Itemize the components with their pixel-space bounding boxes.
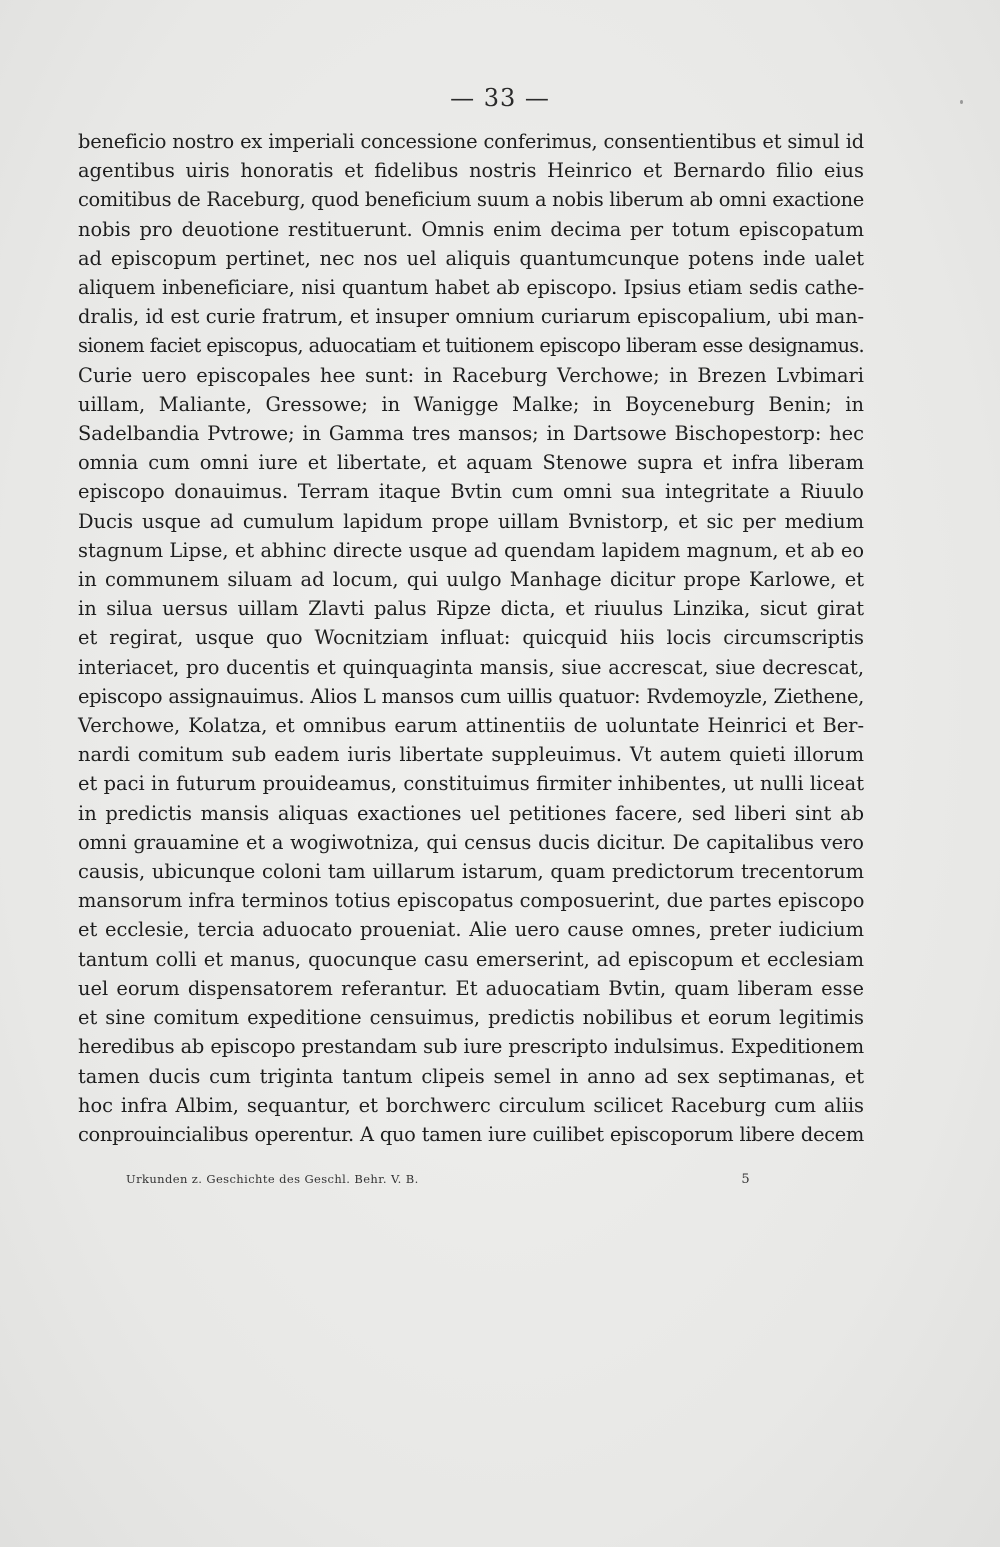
text-line: et paci in futurum prouideamus, constituimus firmiter inhibentes, ut nulli liceat (78, 772, 864, 796)
text-line: episcopo assignauimus. Alios L mansos cum uillis quatuor: Rvdemoyzle, Ziethene, (78, 684, 864, 708)
text-line: et sine comitum expeditione censuimus, predictis nobilibus et eorum legitimis (78, 1006, 864, 1030)
text-line: in communem siluam ad locum, qui uulgo Manhage dicitur prope Karlowe, et (78, 568, 864, 592)
text-line: nardi comitum sub eadem iuris libertate suppleuimus. Vt autem quieti illorum (78, 743, 864, 767)
text-line: hoc infra Albim, sequantur, et borchwerc circulum scilicet Raceburg cum aliis (78, 1093, 864, 1117)
text-line: heredibus ab episcopo prestandam sub iure prescripto indulsimus. Expeditionem (78, 1035, 864, 1059)
text-line: omnia cum omni iure et libertate, et aquam Stenowe supra et infra liberam (78, 451, 864, 475)
text-line: comitibus de Raceburg, quod beneficium suum a nobis liberum ab omni exactione (78, 188, 864, 212)
text-line: in silua uersus uillam Zlavti palus Ripze dicta, et riuulus Linzika, sicut girat (78, 597, 864, 621)
text-line: Curie uero episcopales hee sunt: in Raceburg Verchowe; in Brezen Lvbimari (78, 363, 864, 387)
text-line: uel eorum dispensatorem referantur. Et aduocatiam Bvtin, quam liberam esse (78, 976, 864, 1000)
text-line: episcopo donauimus. Terram itaque Bvtin cum omni sua integritate a Riuulo (78, 480, 864, 504)
text-line: et ecclesie, tercia aduocato proueniat. Alie uero cause omnes, preter iudicium (78, 918, 864, 942)
text-line: Verchowe, Kolatza, et omnibus earum attinentiis de uoluntate Heinrici et Ber- (78, 714, 864, 738)
text-line: Sadelbandia Pvtrowe; in Gamma tres mansos; in Dartsowe Bischopestorp: hec (78, 422, 864, 446)
text-line: Ducis usque ad cumulum lapidum prope uillam Bvnistorp, et sic per medium (78, 509, 864, 533)
text-line: aliquem inbeneficiare, nisi quantum habet ab episcopo. Ipsius etiam sedis cathe- (78, 276, 864, 300)
page-number: — 33 — (450, 84, 550, 112)
text-line: tantum colli et manus, quocunque casu emerserint, ad episcopum et ecclesiam (78, 947, 864, 971)
signature-mark: 5 (741, 1172, 750, 1187)
text-line: interiacet, pro ducentis et quinquaginta mansis, siue accrescat, siue decrescat, (78, 655, 864, 679)
text-line: omni grauamine et a wogiwotniza, qui census ducis dicitur. De capitalibus vero (78, 830, 864, 854)
text-line: sionem faciet episcopus, aduocatiam et tuitionem episcopo liberam esse designamus. (78, 334, 864, 358)
body-text (78, 127, 864, 1149)
text-line: in predictis mansis aliquas exactiones uel petitiones facere, sed liberi sint ab (78, 801, 864, 825)
text-line: mansorum infra terminos totius episcopatus composuerint, due partes episcopo (78, 889, 865, 913)
text-line: conprouincialibus operentur. A quo tamen iure cuilibet episcoporum libere decem (78, 1122, 864, 1146)
text-line: et regirat, usque quo Wocnitziam influat: quicquid hiis locis circumscriptis (78, 626, 864, 650)
text-line: nobis pro deuotione restituerunt. Omnis enim decima per totum episcopatum (78, 217, 864, 241)
text-line: agentibus uiris honoratis et fidelibus nostris Heinrico et Bernardo filio eius (78, 159, 864, 183)
text-line: ad episcopum pertinet, nec nos uel aliquis quantumcunque potens inde ualet (78, 246, 864, 270)
text-line: uillam, Maliante, Gressowe; in Wanigge Malke; in Boyceneburg Benin; in (78, 392, 864, 416)
text-line: stagnum Lipse, et abhinc directe usque ad quendam lapidem magnum, et ab eo (78, 538, 864, 562)
text-line: dralis, id est curie fratrum, et insuper omnium curiarum episcopalium, ubi man- (78, 305, 864, 329)
text-line: beneficio nostro ex imperiali concessione conferimus, consentientibus et simul id (78, 130, 864, 153)
footer-note: Urkunden z. Geschichte des Geschl. Behr. V. B. (126, 1172, 419, 1186)
text-line: tamen ducis cum triginta tantum clipeis semel in anno ad sex septimanas, et (78, 1064, 864, 1088)
text-line: causis, ubicunque coloni tam uillarum istarum, quam predictorum trecentorum (78, 860, 864, 884)
